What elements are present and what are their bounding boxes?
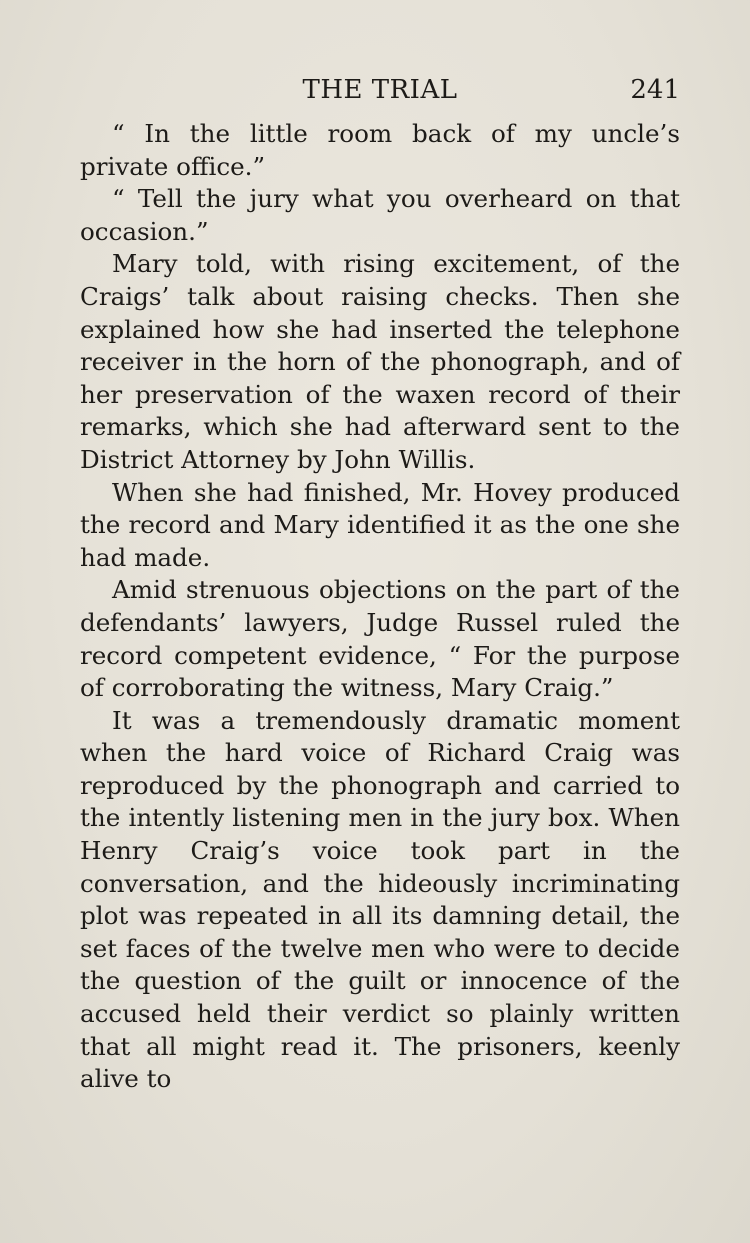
- page-number: 241: [630, 75, 680, 105]
- running-title: THE TRIAL: [302, 75, 458, 105]
- paragraph-1: “ In the little room back of my uncle’s private office.”: [80, 119, 680, 181]
- body-text: [80, 118, 680, 1096]
- paragraph-5: Amid strenuous objections on the part of the defendants’ lawyers, Judge Russel ruled the record competent evidence, “ For the purpose of corroborating the witness, Mary Craig.”: [80, 575, 680, 703]
- paragraph-3: Mary told, with rising excitement, of the Craigs’ talk about raising checks. Then she explained how she had inserted the telephone receiver in the horn of the phonograph, and of her preservation of the waxen record of their remarks, which she had afterward sent to the District Attorney by John Willis.: [80, 249, 680, 474]
- paragraph-4: When she had finished, Mr. Hovey produced the record and Mary identified it as the one she had made.: [80, 477, 680, 572]
- running-head: [80, 70, 680, 110]
- paragraph-2: “ Tell the jury what you overheard on that occasion.”: [80, 184, 680, 246]
- paragraph-6: It was a tremendously dramatic moment when the hard voice of Richard Craig was reproduced by the phonograph and carried to the intently listening men in the jury box. When Henry Craig’s voice took part in the conversation, and the hideously incriminating plot was repeated in all its damning detail, the set faces of the twelve men who were to decide the question of the guilt or innocence of the accused held their verdict so plainly written that all might read it. The prisoners, keenly alive to: [80, 705, 680, 1094]
